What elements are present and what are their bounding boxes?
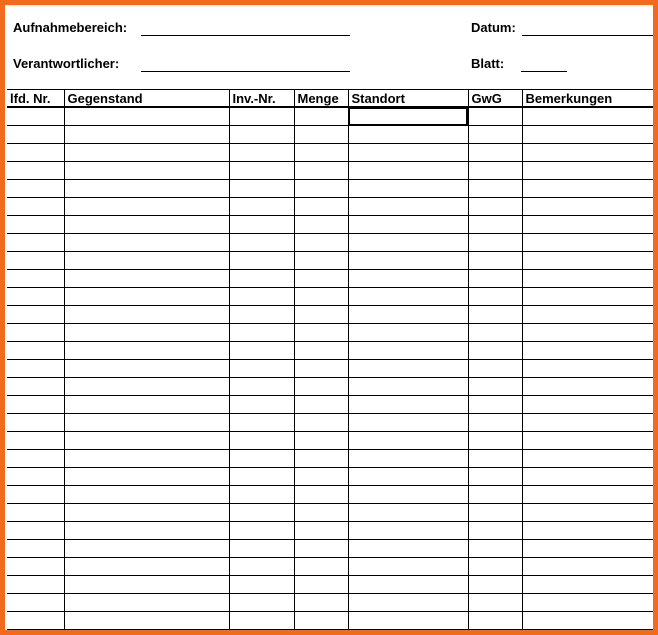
table-cell[interactable] bbox=[64, 504, 229, 522]
table-cell[interactable] bbox=[468, 162, 522, 180]
table-cell[interactable] bbox=[294, 396, 348, 414]
table-cell[interactable] bbox=[468, 252, 522, 270]
table-cell[interactable] bbox=[7, 504, 64, 522]
table-cell[interactable] bbox=[348, 126, 468, 144]
table-cell[interactable] bbox=[229, 270, 294, 288]
table-cell[interactable] bbox=[294, 360, 348, 378]
table-row bbox=[7, 306, 653, 324]
table-cell[interactable] bbox=[294, 306, 348, 324]
table-cell[interactable] bbox=[229, 162, 294, 180]
datum-field[interactable] bbox=[522, 35, 658, 36]
table-cell[interactable] bbox=[229, 107, 294, 126]
table-cell[interactable] bbox=[294, 432, 348, 450]
table-cell[interactable] bbox=[294, 216, 348, 234]
table-row bbox=[7, 126, 653, 144]
table-row bbox=[7, 486, 653, 504]
table-cell[interactable] bbox=[348, 234, 468, 252]
table-row bbox=[7, 576, 653, 594]
table-cell[interactable] bbox=[294, 540, 348, 558]
table-cell[interactable] bbox=[522, 216, 653, 234]
table-cell[interactable] bbox=[7, 270, 64, 288]
table-cell[interactable] bbox=[64, 144, 229, 162]
table-cell[interactable] bbox=[64, 306, 229, 324]
table-cell[interactable] bbox=[294, 324, 348, 342]
table-cell[interactable] bbox=[348, 270, 468, 288]
table-cell[interactable] bbox=[348, 107, 468, 126]
table-cell[interactable] bbox=[294, 414, 348, 432]
table-cell[interactable] bbox=[348, 396, 468, 414]
table-cell[interactable] bbox=[468, 540, 522, 558]
table-cell[interactable] bbox=[229, 252, 294, 270]
table-cell[interactable] bbox=[468, 324, 522, 342]
table-cell[interactable] bbox=[294, 558, 348, 576]
table-cell[interactable] bbox=[229, 540, 294, 558]
table-cell[interactable] bbox=[7, 558, 64, 576]
table-row bbox=[7, 522, 653, 540]
table-cell[interactable] bbox=[348, 216, 468, 234]
table-cell[interactable] bbox=[229, 378, 294, 396]
table-cell[interactable] bbox=[294, 252, 348, 270]
column-header-standort: Standort bbox=[348, 90, 468, 108]
table-cell[interactable] bbox=[468, 414, 522, 432]
table-cell[interactable] bbox=[64, 594, 229, 612]
table-cell[interactable] bbox=[348, 360, 468, 378]
table-cell[interactable] bbox=[294, 612, 348, 630]
table-cell[interactable] bbox=[348, 180, 468, 198]
table-cell[interactable] bbox=[64, 468, 229, 486]
table-cell[interactable] bbox=[522, 324, 653, 342]
table-cell[interactable] bbox=[7, 486, 64, 504]
table-cell[interactable] bbox=[7, 540, 64, 558]
table-row bbox=[7, 594, 653, 612]
table-cell[interactable] bbox=[7, 306, 64, 324]
table-cell[interactable] bbox=[522, 306, 653, 324]
table-cell[interactable] bbox=[348, 342, 468, 360]
table-cell[interactable] bbox=[229, 180, 294, 198]
table-cell[interactable] bbox=[348, 378, 468, 396]
table-cell[interactable] bbox=[229, 504, 294, 522]
table-cell[interactable] bbox=[7, 414, 64, 432]
table-cell[interactable] bbox=[7, 180, 64, 198]
table-cell[interactable] bbox=[468, 396, 522, 414]
table-cell[interactable] bbox=[522, 468, 653, 486]
table-cell[interactable] bbox=[64, 234, 229, 252]
table-cell[interactable] bbox=[348, 306, 468, 324]
table-cell[interactable] bbox=[522, 270, 653, 288]
table-cell[interactable] bbox=[522, 576, 653, 594]
table-row bbox=[7, 216, 653, 234]
table-cell[interactable] bbox=[64, 576, 229, 594]
table-cell[interactable] bbox=[64, 198, 229, 216]
table-cell[interactable] bbox=[64, 540, 229, 558]
table-cell[interactable] bbox=[7, 396, 64, 414]
table-cell[interactable] bbox=[468, 612, 522, 630]
column-header-menge: Menge bbox=[294, 90, 348, 108]
table-cell[interactable] bbox=[348, 576, 468, 594]
table-cell[interactable] bbox=[522, 540, 653, 558]
table-cell[interactable] bbox=[522, 360, 653, 378]
table-cell[interactable] bbox=[522, 504, 653, 522]
table-cell[interactable] bbox=[294, 162, 348, 180]
column-header-inv-nr: Inv.-Nr. bbox=[229, 90, 294, 108]
table-cell[interactable] bbox=[348, 198, 468, 216]
table-cell[interactable] bbox=[294, 522, 348, 540]
table-row bbox=[7, 558, 653, 576]
table-cell[interactable] bbox=[522, 522, 653, 540]
table-cell[interactable] bbox=[229, 342, 294, 360]
table-cell[interactable] bbox=[468, 198, 522, 216]
table-cell[interactable] bbox=[64, 558, 229, 576]
table-cell[interactable] bbox=[64, 612, 229, 630]
table-cell[interactable] bbox=[522, 107, 653, 126]
blatt-label: Blatt: bbox=[471, 56, 505, 71]
table-row bbox=[7, 612, 653, 630]
table-cell[interactable] bbox=[468, 594, 522, 612]
table-cell[interactable] bbox=[7, 594, 64, 612]
table-row bbox=[7, 144, 653, 162]
table-cell[interactable] bbox=[7, 576, 64, 594]
table-row bbox=[7, 162, 653, 180]
table-cell[interactable] bbox=[348, 414, 468, 432]
table-cell[interactable] bbox=[468, 432, 522, 450]
table-row bbox=[7, 450, 653, 468]
table-cell[interactable] bbox=[64, 378, 229, 396]
table-cell[interactable] bbox=[348, 486, 468, 504]
table-cell[interactable] bbox=[64, 396, 229, 414]
table-cell[interactable] bbox=[7, 107, 64, 126]
table-cell[interactable] bbox=[294, 504, 348, 522]
table-cell[interactable] bbox=[348, 252, 468, 270]
table-cell[interactable] bbox=[229, 360, 294, 378]
table-cell[interactable] bbox=[348, 324, 468, 342]
table-cell[interactable] bbox=[64, 342, 229, 360]
table-cell[interactable] bbox=[348, 450, 468, 468]
table-cell[interactable] bbox=[468, 342, 522, 360]
table-row bbox=[7, 468, 653, 486]
table-cell[interactable] bbox=[7, 342, 64, 360]
table-cell[interactable] bbox=[522, 414, 653, 432]
table-cell[interactable] bbox=[64, 180, 229, 198]
table-cell[interactable] bbox=[229, 576, 294, 594]
table-cell[interactable] bbox=[348, 504, 468, 522]
table-cell[interactable] bbox=[7, 324, 64, 342]
datum-label: Datum: bbox=[471, 20, 516, 35]
table-row bbox=[7, 107, 653, 126]
table-row bbox=[7, 198, 653, 216]
table-cell[interactable] bbox=[229, 432, 294, 450]
table-cell[interactable] bbox=[229, 234, 294, 252]
aufnahmebereich-field[interactable] bbox=[141, 35, 350, 36]
blatt-field[interactable] bbox=[521, 71, 567, 72]
table-row bbox=[7, 360, 653, 378]
table-row bbox=[7, 270, 653, 288]
table-cell[interactable] bbox=[294, 198, 348, 216]
table-cell[interactable] bbox=[522, 252, 653, 270]
table-cell[interactable] bbox=[229, 612, 294, 630]
table-cell[interactable] bbox=[7, 522, 64, 540]
table-cell[interactable] bbox=[468, 378, 522, 396]
table-cell[interactable] bbox=[7, 144, 64, 162]
table-cell[interactable] bbox=[7, 126, 64, 144]
table-row bbox=[7, 342, 653, 360]
table-cell[interactable] bbox=[468, 234, 522, 252]
table-cell[interactable] bbox=[468, 270, 522, 288]
table-cell[interactable] bbox=[522, 612, 653, 630]
table-cell[interactable] bbox=[294, 234, 348, 252]
table-cell[interactable] bbox=[64, 216, 229, 234]
column-header-gwg: GwG bbox=[468, 90, 522, 108]
table-cell[interactable] bbox=[348, 522, 468, 540]
table-cell[interactable] bbox=[229, 324, 294, 342]
table-cell[interactable] bbox=[64, 288, 229, 306]
table-cell[interactable] bbox=[468, 306, 522, 324]
inventory-table bbox=[7, 89, 653, 630]
table-cell[interactable] bbox=[229, 126, 294, 144]
aufnahmebereich-label: Aufnahmebereich: bbox=[13, 20, 128, 35]
table-cell[interactable] bbox=[64, 126, 229, 144]
table-cell[interactable] bbox=[7, 234, 64, 252]
table-cell[interactable] bbox=[468, 450, 522, 468]
table-cell[interactable] bbox=[468, 360, 522, 378]
table-cell[interactable] bbox=[522, 144, 653, 162]
table-cell[interactable] bbox=[64, 450, 229, 468]
table-cell[interactable] bbox=[468, 288, 522, 306]
table-cell[interactable] bbox=[7, 216, 64, 234]
table-cell[interactable] bbox=[229, 450, 294, 468]
table-cell[interactable] bbox=[229, 468, 294, 486]
verantwortlicher-label: Verantwortlicher: bbox=[13, 56, 120, 71]
table-cell[interactable] bbox=[229, 594, 294, 612]
table-cell[interactable] bbox=[294, 180, 348, 198]
table-cell[interactable] bbox=[64, 486, 229, 504]
table-cell[interactable] bbox=[64, 360, 229, 378]
table-cell[interactable] bbox=[348, 288, 468, 306]
table-cell[interactable] bbox=[7, 468, 64, 486]
table-cell[interactable] bbox=[229, 216, 294, 234]
table-cell[interactable] bbox=[468, 126, 522, 144]
table-cell[interactable] bbox=[7, 252, 64, 270]
table-cell[interactable] bbox=[229, 558, 294, 576]
table-cell[interactable] bbox=[294, 144, 348, 162]
table-cell[interactable] bbox=[294, 107, 348, 126]
table-cell[interactable] bbox=[294, 270, 348, 288]
table-cell[interactable] bbox=[468, 216, 522, 234]
table-cell[interactable] bbox=[7, 198, 64, 216]
table-cell[interactable] bbox=[64, 252, 229, 270]
table-cell[interactable] bbox=[468, 107, 522, 126]
table-cell[interactable] bbox=[522, 432, 653, 450]
table-cell[interactable] bbox=[522, 234, 653, 252]
table-row bbox=[7, 540, 653, 558]
table-cell[interactable] bbox=[348, 432, 468, 450]
table-cell[interactable] bbox=[7, 162, 64, 180]
table-cell[interactable] bbox=[522, 288, 653, 306]
table-header-row bbox=[7, 90, 653, 108]
table-cell[interactable] bbox=[294, 450, 348, 468]
table-cell[interactable] bbox=[229, 144, 294, 162]
table-row bbox=[7, 414, 653, 432]
table-row bbox=[7, 324, 653, 342]
table-cell[interactable] bbox=[522, 486, 653, 504]
table-cell[interactable] bbox=[522, 558, 653, 576]
table-body bbox=[7, 107, 653, 630]
table-cell[interactable] bbox=[468, 558, 522, 576]
table-cell[interactable] bbox=[468, 144, 522, 162]
table-cell[interactable] bbox=[294, 342, 348, 360]
table-cell[interactable] bbox=[468, 486, 522, 504]
table-row bbox=[7, 180, 653, 198]
table-cell[interactable] bbox=[468, 576, 522, 594]
table-cell[interactable] bbox=[522, 198, 653, 216]
table-cell[interactable] bbox=[229, 486, 294, 504]
table-cell[interactable] bbox=[348, 612, 468, 630]
table-cell[interactable] bbox=[468, 180, 522, 198]
table-cell[interactable] bbox=[64, 432, 229, 450]
table-cell[interactable] bbox=[522, 162, 653, 180]
table-cell[interactable] bbox=[294, 576, 348, 594]
table-cell[interactable] bbox=[522, 180, 653, 198]
table-cell[interactable] bbox=[522, 126, 653, 144]
table-cell[interactable] bbox=[64, 162, 229, 180]
table-cell[interactable] bbox=[348, 558, 468, 576]
column-header-bemerkungen: Bemerkungen bbox=[522, 90, 653, 108]
table-cell[interactable] bbox=[348, 162, 468, 180]
table-row bbox=[7, 378, 653, 396]
table-cell[interactable] bbox=[294, 486, 348, 504]
table-cell[interactable] bbox=[64, 324, 229, 342]
table-cell[interactable] bbox=[229, 288, 294, 306]
table-row bbox=[7, 252, 653, 270]
table-cell[interactable] bbox=[64, 414, 229, 432]
table-cell[interactable] bbox=[468, 468, 522, 486]
verantwortlicher-field[interactable] bbox=[141, 71, 350, 72]
table-cell[interactable] bbox=[348, 594, 468, 612]
table-cell[interactable] bbox=[522, 450, 653, 468]
column-header-gegenstand: Gegenstand bbox=[64, 90, 229, 108]
table-cell[interactable] bbox=[294, 288, 348, 306]
table-row bbox=[7, 432, 653, 450]
table-cell[interactable] bbox=[522, 378, 653, 396]
column-header-lfd-nr: lfd. Nr. bbox=[7, 90, 64, 108]
table-cell[interactable] bbox=[229, 522, 294, 540]
table-cell[interactable] bbox=[7, 432, 64, 450]
table-cell[interactable] bbox=[468, 504, 522, 522]
table-cell[interactable] bbox=[294, 594, 348, 612]
table-row bbox=[7, 288, 653, 306]
table-cell[interactable] bbox=[294, 378, 348, 396]
table-cell[interactable] bbox=[229, 306, 294, 324]
table-cell[interactable] bbox=[348, 468, 468, 486]
table-row bbox=[7, 234, 653, 252]
table-cell[interactable] bbox=[64, 522, 229, 540]
table-cell[interactable] bbox=[7, 450, 64, 468]
table-row bbox=[7, 396, 653, 414]
table-cell[interactable] bbox=[229, 198, 294, 216]
table-cell[interactable] bbox=[64, 107, 229, 126]
table-cell[interactable] bbox=[294, 126, 348, 144]
table-cell[interactable] bbox=[64, 270, 229, 288]
table-row bbox=[7, 504, 653, 522]
table-cell[interactable] bbox=[294, 468, 348, 486]
table-cell[interactable] bbox=[7, 288, 64, 306]
table-cell[interactable] bbox=[7, 378, 64, 396]
table-cell[interactable] bbox=[522, 594, 653, 612]
table-cell[interactable] bbox=[348, 540, 468, 558]
table-cell[interactable] bbox=[522, 396, 653, 414]
table-cell[interactable] bbox=[348, 144, 468, 162]
table-cell[interactable] bbox=[7, 360, 64, 378]
table-cell[interactable] bbox=[468, 522, 522, 540]
table-cell[interactable] bbox=[7, 612, 64, 630]
table-cell[interactable] bbox=[522, 342, 653, 360]
table-cell[interactable] bbox=[229, 396, 294, 414]
table-cell[interactable] bbox=[229, 414, 294, 432]
